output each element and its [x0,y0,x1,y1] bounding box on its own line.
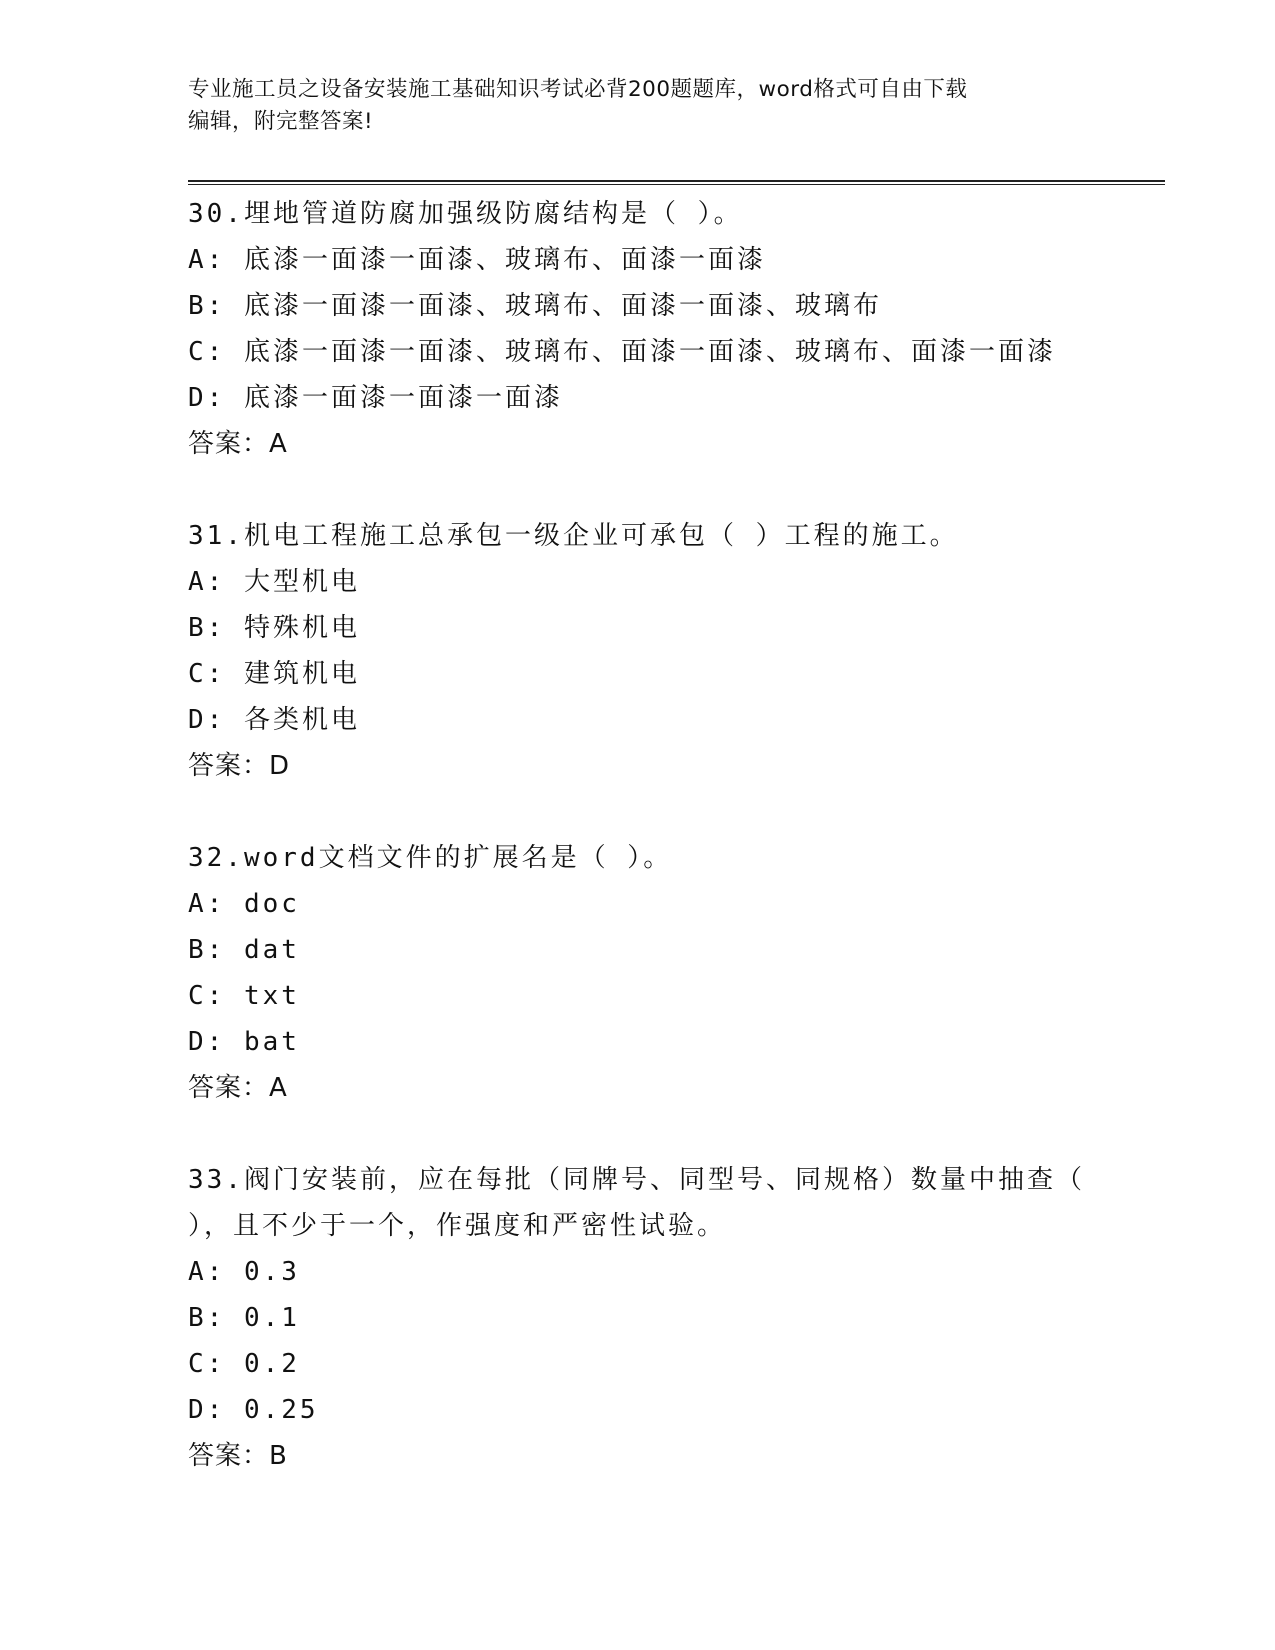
question-stem: 32.word文档文件的扩展名是（ ）。 [188,843,673,873]
option-b: B: 0.1 [188,1303,300,1333]
header-divider-thin [188,184,1165,185]
answer-label: 答案：A [188,1073,288,1103]
page-header [188,74,1068,138]
option-a: A: doc [188,889,300,919]
question-stem-line-2: ），且不少于一个，作强度和严密性试验。 [188,1211,727,1241]
question-30 [188,191,1088,467]
header-divider-thick [188,180,1165,182]
answer-label: 答案：A [188,429,288,459]
answer-label: 答案：D [188,751,291,781]
option-b: B: dat [188,935,300,965]
option-c: C: 0.2 [188,1349,300,1379]
option-b: B: 底漆一面漆一面漆、玻璃布、面漆一面漆、玻璃布 [188,291,882,321]
option-d: D: 底漆一面漆一面漆一面漆 [188,383,563,413]
answer-label: 答案：B [188,1441,288,1471]
question-stem: 30.埋地管道防腐加强级防腐结构是（ ）。 [188,199,743,229]
option-c: C: 建筑机电 [188,659,360,689]
option-c: C: 底漆一面漆一面漆、玻璃布、面漆一面漆、玻璃布、面漆一面漆 [188,337,1056,367]
question-stem-line-1: 33.阀门安装前，应在每批（同牌号、同型号、同规格）数量中抽查（ [188,1165,1085,1195]
option-d: D: 各类机电 [188,705,360,735]
header-title-line-1: 专业施工员之设备安装施工基础知识考试必背200题题库，word格式可自由下载 [188,77,968,102]
option-d: D: 0.25 [188,1395,319,1425]
option-c: C: txt [188,981,300,1011]
question-31 [188,513,1088,789]
question-stem: 31.机电工程施工总承包一级企业可承包（ ）工程的施工。 [188,521,959,551]
question-32 [188,835,1088,1111]
option-a: A: 底漆一面漆一面漆、玻璃布、面漆一面漆 [188,245,766,275]
question-33 [188,1157,1088,1479]
option-b: B: 特殊机电 [188,613,360,643]
option-a: A: 大型机电 [188,567,360,597]
option-d: D: bat [188,1027,300,1057]
option-a: A: 0.3 [188,1257,300,1287]
header-title-line-2: 编辑，附完整答案! [188,109,374,134]
